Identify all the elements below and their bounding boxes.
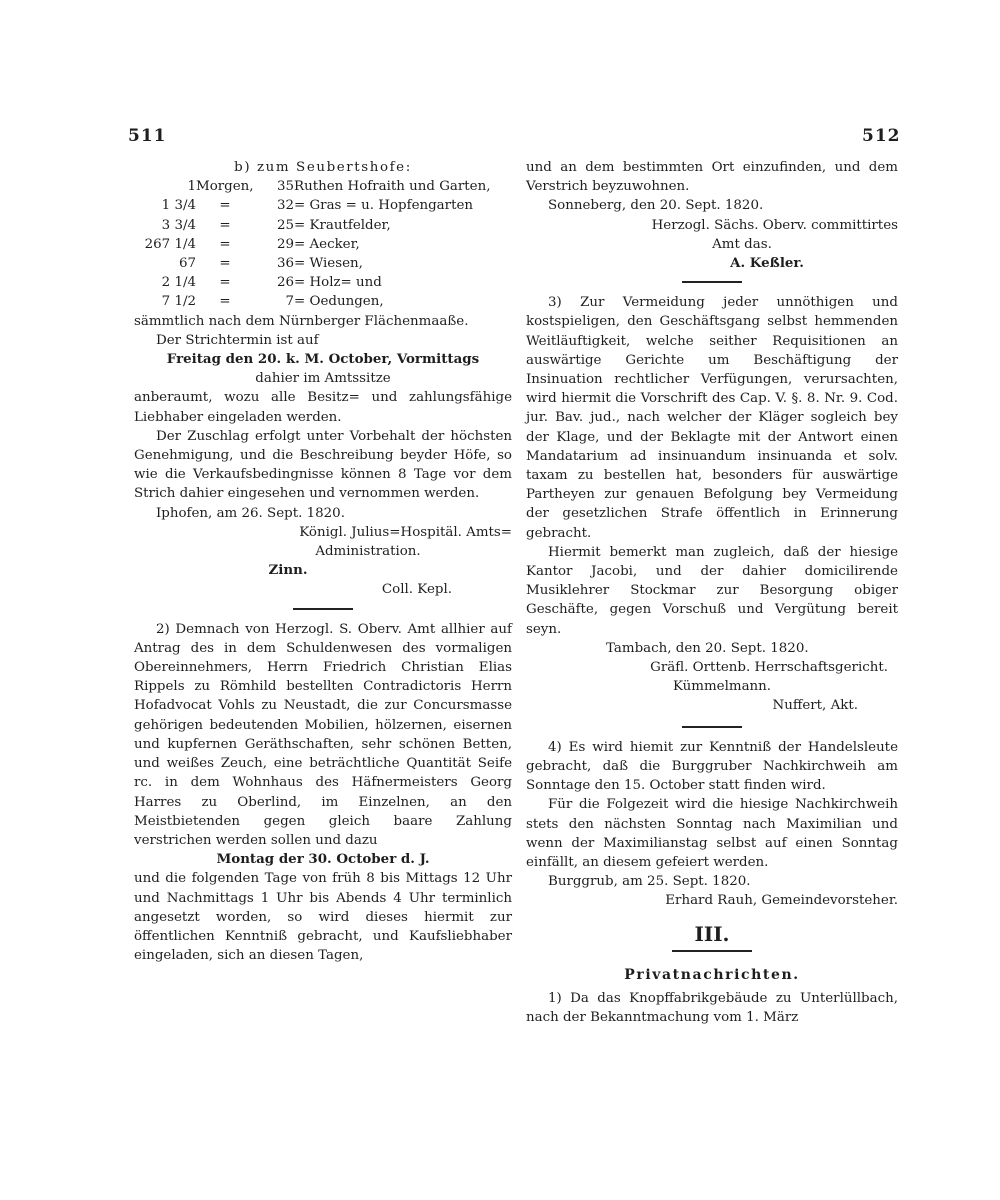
- paragraph: 3) Zur Vermeidung jeder unnöthigen und kostspieligen, den Geschäftsgang selbst hemmenden Weitläuftigkeit, welche seither Requisitionen an auswärtige Gerichte um Beschäftigung der Insinuation rechtlicher Verfügungen, verursachten, wird hiermit die Vorschrift des Cap. V. §. 8. Nr. 9. Cod. jur. Bav. jud., nach welcher der Kläger sogleich bey der Klage, und der Beklagte mit der Antwort einen Mandatarium ad insinuandum insinuanda et solv. taxam zu bestellen hat, besonders für auswärtige Partheyen zur genauen Befolgung bey Vermeidung der gesetzlichen Strafe öffentlich in Erinnerung gebracht.: [526, 295, 898, 541]
- land-ditto: =: [219, 217, 231, 233]
- land-type: Ruthen Hofraith und Garten,: [294, 179, 491, 195]
- land-ruthen: 26: [276, 275, 294, 291]
- place-date: Iphofen, am 26. Sept. 1820.: [156, 505, 345, 521]
- date-line: Freitag den 20. k. M. October, Vormittags: [166, 351, 480, 368]
- land-ruthen: 32: [276, 198, 294, 214]
- signatory: Kümmelmann.: [672, 679, 772, 695]
- signatory: Zinn.: [268, 562, 308, 579]
- signatory: Coll. Kepl.: [381, 582, 452, 598]
- divider: [293, 608, 353, 610]
- land-type: = Krautfelder,: [294, 217, 391, 233]
- land-ditto: =: [219, 294, 231, 310]
- strich-intro: Der Strichtermin ist auf: [156, 332, 319, 348]
- table-row: [134, 177, 491, 196]
- land-ruthen: 7: [285, 294, 294, 310]
- table-row: [134, 216, 491, 235]
- signatory: Nuffert, Akt.: [772, 698, 858, 714]
- table-row: [134, 273, 491, 292]
- office-name: Administration.: [315, 544, 421, 560]
- land-type: = Holz= und: [294, 275, 382, 291]
- signatory: Erhard Rauh, Gemeindevorsteher.: [665, 893, 898, 909]
- land-morgen: 2 1/4: [161, 275, 196, 291]
- divider: [682, 281, 742, 283]
- place-date: Burggrub, am 25. Sept. 1820.: [548, 874, 751, 890]
- land-type: = Wiesen,: [294, 256, 363, 272]
- land-ditto: =: [219, 275, 231, 291]
- office-name: Herzogl. Sächs. Oberv. committirtes: [651, 217, 898, 233]
- page-number-right: 512: [862, 126, 901, 146]
- land-morgen: 1: [187, 179, 196, 195]
- paragraph: anberaumt, wozu alle Besitz= und zahlungsfähige Liebhaber eingeladen werden.: [134, 390, 512, 425]
- paragraph: und an dem bestimmten Ort einzufinden, und dem Verstrich beyzuwohnen.: [526, 160, 898, 195]
- paragraph: 1) Da das Knopffabrikgebäude zu Unterlüllbach, nach der Bekanntmachung vom 1. März: [526, 990, 898, 1026]
- left-column: [134, 158, 512, 965]
- page-number-left: 511: [128, 126, 167, 146]
- table-row: [134, 235, 491, 254]
- land-type: = Oedungen,: [294, 294, 384, 310]
- land-ruthen: 29: [276, 236, 294, 252]
- office-name: Königl. Julius=Hospitäl. Amts=: [299, 524, 512, 540]
- land-ruthen: 25: [276, 217, 294, 233]
- land-type: = Gras = u. Hopfengarten: [294, 198, 474, 214]
- date-line: Montag der 30. October d. J.: [216, 851, 430, 868]
- table-row: [134, 292, 491, 311]
- paragraph: 4) Es wird hiemit zur Kenntniß der Handelsleute gebracht, daß die Burggruber Nachkirchweih am Sonntage den 15. October statt finden wird.: [526, 739, 898, 794]
- section-heading-seubertshof: b) zum Seubertshofe:: [234, 160, 412, 175]
- paragraph: Der Zuschlag erfolgt unter Vorbehalt der höchsten Genehmigung, und die Beschreibung beyder Höfe, so wie die Verkaufsbedingnisse können 8 Tage vor dem Strich dahier eingesehen und vernommen werden.: [134, 428, 512, 502]
- land-ruthen: 35: [276, 179, 294, 195]
- land-table: [134, 177, 491, 311]
- right-column: [526, 158, 898, 1027]
- land-ditto: =: [219, 198, 231, 214]
- divider: [672, 950, 752, 952]
- paragraph: und die folgenden Tage von früh 8 bis Mittags 12 Uhr und Nachmittags 1 Uhr bis Abends 4 Uhr terminlich angesetzt worden, so wird dieses hiermit zur öffentlichen Kenntniß gebracht, und Kaufsliebhaber eingeladen, sich an diesen Tagen,: [134, 871, 512, 964]
- land-morgen: 3 3/4: [161, 217, 196, 233]
- land-morgen: 1 3/4: [161, 198, 196, 214]
- office-name: Gräfl. Orttenb. Herrschaftsgericht.: [650, 660, 888, 676]
- section-heading: Privatnachrichten.: [624, 966, 800, 983]
- paragraph: Für die Folgezeit wird die hiesige Nachkirchweih stets den nächsten Sonntag nach Maximilian und wenn der Maximilianstag selbst auf einen Sonntag einfällt, an diesem gefeiert werden.: [526, 797, 898, 870]
- land-unit: Morgen,: [196, 179, 254, 195]
- land-morgen: 67: [178, 256, 196, 272]
- land-ditto: =: [219, 236, 231, 252]
- paragraph: Hiermit bemerkt man zugleich, daß der hiesige Kantor Jacobi, und der dahier domicilirende Musiklehrer Stockmar zur Besorgung obiger Geschäfte, gegen Vorschuß und Vergütung bereit seyn.: [526, 544, 898, 637]
- date-line: dahier im Amtssitze: [255, 371, 391, 387]
- land-ditto: =: [219, 256, 231, 272]
- table-row: [134, 196, 491, 215]
- land-morgen: 267 1/4: [144, 236, 196, 252]
- signatory: A. Keßler.: [730, 255, 804, 272]
- measure-line: sämmtlich nach dem Nürnberger Flächenmaaße.: [134, 313, 469, 329]
- land-type: = Aecker,: [294, 236, 360, 252]
- divider: [682, 726, 742, 728]
- place-date: Tambach, den 20. Sept. 1820.: [606, 640, 809, 656]
- paragraph: 2) Demnach von Herzogl. S. Oberv. Amt allhier auf Antrag des in dem Schuldenwesen des vormaligen Obereinnehmers, Herrn Friedrich Christian Elias Rippels zu Römhild bestellten Contradictoris Herrn Hofadvocat Vohls zu Neustadt, die zur Concursmasse gehörigen bedeutenden Mobilien, hölzernen, eisernen und kupfernen Geräthschaften, sehr schönen Betten, und weißes Zeuch, eine beträchtliche Quantität Seife rc. in dem Wohnhaus des Häfnermeisters Georg Harres zu Oberlind, im Einzelnen, an den Meistbietenden gegen gleich baare Zahlung verstrichen werden sollen und dazu: [134, 621, 512, 848]
- office-name: Amt das.: [712, 236, 772, 252]
- table-row: [134, 254, 491, 273]
- section-number: III.: [694, 921, 730, 946]
- land-ruthen: 36: [276, 256, 294, 272]
- land-morgen: 7 1/2: [161, 294, 196, 310]
- place-date: Sonneberg, den 20. Sept. 1820.: [548, 198, 764, 214]
